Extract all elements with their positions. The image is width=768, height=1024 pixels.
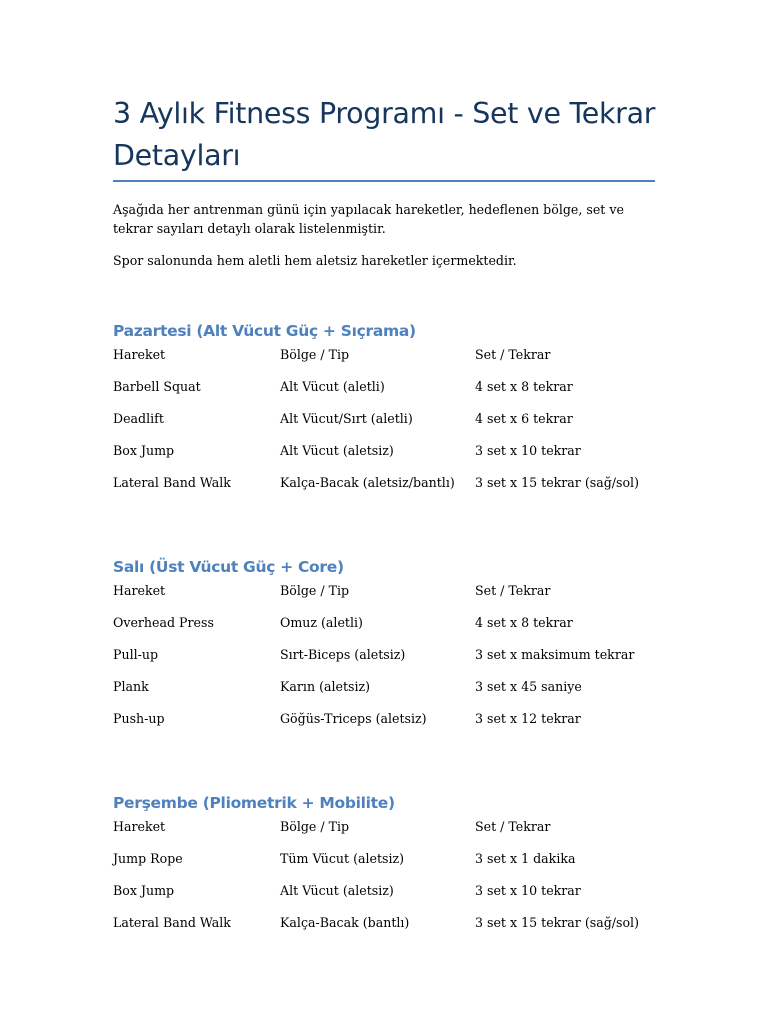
title-underline: [113, 180, 655, 182]
column-header: Set / Tekrar: [475, 347, 551, 362]
exercise-region: Alt Vücut (aletsiz): [280, 883, 394, 898]
exercise-sets: 3 set x 12 tekrar: [475, 711, 581, 726]
exercise-table-persembe: [113, 817, 673, 945]
exercise-region: Tüm Vücut (aletsiz): [280, 851, 405, 866]
exercise-sets: 3 set x 45 saniye: [475, 679, 582, 694]
exercise-name: Pull-up: [113, 647, 159, 662]
column-header: Bölge / Tip: [280, 819, 350, 834]
exercise-name: Box Jump: [113, 443, 175, 458]
exercise-table-pazartesi: [113, 345, 673, 505]
column-header: Hareket: [113, 819, 166, 834]
exercise-region: Sırt-Biceps (aletsiz): [280, 647, 406, 662]
table-header-row: [113, 817, 673, 849]
exercise-name: Barbell Squat: [113, 379, 201, 394]
intro-paragraph: Aşağıda her antrenman günü için yapılacak hareketler, hedeflenen bölge, set ve tekrar sayıları detaylı olarak listelenmiştir.: [113, 202, 624, 236]
table-row: [113, 881, 673, 913]
exercise-name: Plank: [113, 679, 149, 694]
table-row: [113, 709, 673, 741]
exercise-name: Box Jump: [113, 883, 175, 898]
table-row: [113, 913, 673, 945]
table-row: [113, 849, 673, 881]
table-row: [113, 645, 673, 677]
exercise-name: Deadlift: [113, 411, 164, 426]
section-heading-persembe: Perşembe (Pliometrik + Mobilite): [113, 794, 395, 812]
exercise-sets: 3 set x 15 tekrar (sağ/sol): [475, 915, 640, 930]
column-header: Bölge / Tip: [280, 583, 350, 598]
exercise-table-sali: [113, 581, 673, 741]
column-header: Set / Tekrar: [475, 583, 551, 598]
column-header: Set / Tekrar: [475, 819, 551, 834]
exercise-region: Alt Vücut/Sırt (aletli): [280, 411, 413, 426]
exercise-sets: 4 set x 6 tekrar: [475, 411, 573, 426]
exercise-sets: 3 set x maksimum tekrar: [475, 647, 635, 662]
section-heading-pazartesi: Pazartesi (Alt Vücut Güç + Sıçrama): [113, 322, 416, 340]
intro-paragraph: Spor salonunda hem aletli hem aletsiz hareketler içermektedir.: [113, 253, 517, 268]
exercise-sets: 3 set x 10 tekrar: [475, 443, 581, 458]
exercise-name: Overhead Press: [113, 615, 214, 630]
exercise-sets: 4 set x 8 tekrar: [475, 379, 573, 394]
table-row: [113, 441, 673, 473]
table-header-row: [113, 345, 673, 377]
table-row: [113, 377, 673, 409]
table-row: [113, 677, 673, 709]
column-header: Hareket: [113, 583, 166, 598]
column-header: Bölge / Tip: [280, 347, 350, 362]
exercise-sets: 3 set x 15 tekrar (sağ/sol): [475, 475, 640, 490]
table-header-row: [113, 581, 673, 613]
exercise-name: Lateral Band Walk: [113, 915, 231, 930]
exercise-name: Jump Rope: [113, 851, 183, 866]
exercise-name: Lateral Band Walk: [113, 475, 231, 490]
table-row: [113, 409, 673, 441]
exercise-region: Kalça-Bacak (bantlı): [280, 915, 410, 930]
exercise-region: Alt Vücut (aletli): [280, 379, 385, 394]
exercise-name: Push-up: [113, 711, 165, 726]
exercise-region: Göğüs-Triceps (aletsiz): [280, 711, 427, 726]
exercise-region: Omuz (aletli): [280, 615, 363, 630]
exercise-region: Karın (aletsiz): [280, 679, 371, 694]
exercise-sets: 3 set x 1 dakika: [475, 851, 576, 866]
section-heading-sali: Salı (Üst Vücut Güç + Core): [113, 558, 344, 576]
table-row: [113, 473, 673, 505]
exercise-sets: 3 set x 10 tekrar: [475, 883, 581, 898]
document-title: 3 Aylık Fitness Programı - Set ve Tekrar Detayları: [113, 97, 656, 172]
exercise-sets: 4 set x 8 tekrar: [475, 615, 573, 630]
exercise-region: Alt Vücut (aletsiz): [280, 443, 394, 458]
column-header: Hareket: [113, 347, 166, 362]
table-row: [113, 613, 673, 645]
exercise-region: Kalça-Bacak (aletsiz/bantlı): [280, 475, 455, 490]
